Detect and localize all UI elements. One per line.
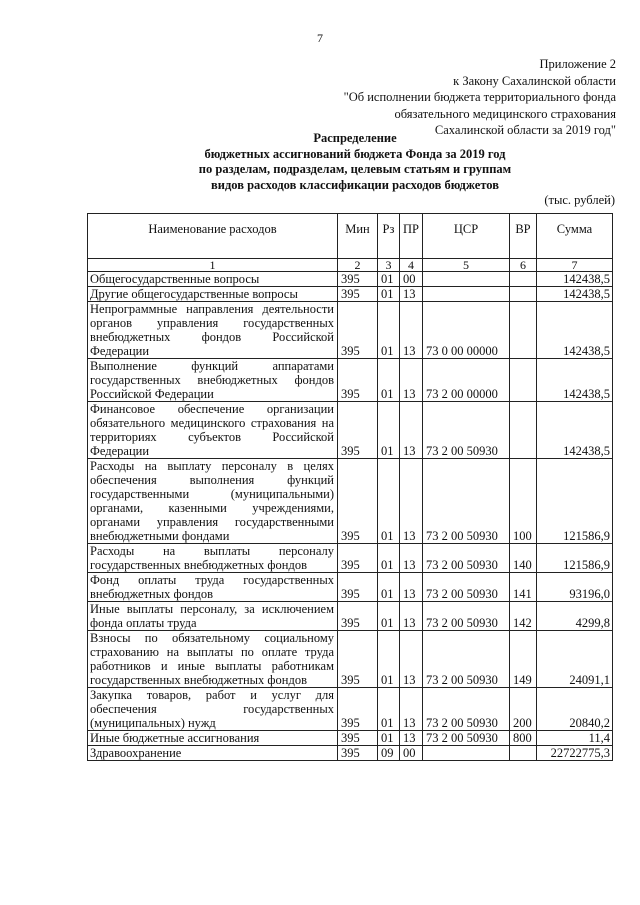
row-pr: 13 xyxy=(400,544,423,573)
row-rz: 01 xyxy=(378,573,400,602)
row-rz: 01 xyxy=(378,688,400,731)
row-pr: 13 xyxy=(400,402,423,459)
column-number: 7 xyxy=(537,259,613,272)
table-row xyxy=(88,602,613,631)
row-pr: 13 xyxy=(400,573,423,602)
row-name: Расходы на выплату персоналу в целях обеспечения выполнения функций государственными (муниципальными) органами, казенными учреждениями, органами управления государственными внебюджетными фондами xyxy=(88,459,338,544)
column-number: 5 xyxy=(423,259,510,272)
row-csr: 73 2 00 50930 xyxy=(423,688,510,731)
row-sum: 11,4 xyxy=(537,731,613,746)
row-csr: 73 2 00 50930 xyxy=(423,602,510,631)
row-min: 395 xyxy=(338,731,378,746)
row-csr xyxy=(423,746,510,761)
row-sum: 24091,1 xyxy=(537,631,613,688)
row-vr xyxy=(510,359,537,402)
row-min: 395 xyxy=(338,631,378,688)
row-rz: 01 xyxy=(378,302,400,359)
row-csr: 73 0 00 00000 xyxy=(423,302,510,359)
row-min: 395 xyxy=(338,359,378,402)
row-vr xyxy=(510,302,537,359)
row-vr: 142 xyxy=(510,602,537,631)
row-rz: 01 xyxy=(378,631,400,688)
row-rz: 01 xyxy=(378,272,400,287)
row-name: Иные бюджетные ассигнования xyxy=(88,731,338,746)
row-sum: 142438,5 xyxy=(537,302,613,359)
row-name: Непрограммные направления деятельности органов управления государственных внебюджетных фондов Российской Федерации xyxy=(88,302,338,359)
row-csr: 73 2 00 50930 xyxy=(423,631,510,688)
row-rz: 01 xyxy=(378,544,400,573)
table-row xyxy=(88,544,613,573)
document-title xyxy=(160,131,550,193)
row-csr: 73 2 00 50930 xyxy=(423,402,510,459)
appendix-line-3: "Об исполнении бюджета территориального фонда xyxy=(343,90,616,104)
column-number: 3 xyxy=(378,259,400,272)
table-row xyxy=(88,731,613,746)
header-csr: ЦСР xyxy=(423,214,510,259)
title-line-3: по разделам, подразделам, целевым статьям и группам xyxy=(198,162,512,176)
row-vr xyxy=(510,287,537,302)
row-sum: 142438,5 xyxy=(537,359,613,402)
header-min: Мин xyxy=(338,214,378,259)
row-vr xyxy=(510,746,537,761)
row-name: Выполнение функций аппаратами государственных внебюджетных фондов Российской Федерации xyxy=(88,359,338,402)
row-pr: 13 xyxy=(400,602,423,631)
appendix-line-4: обязательного медицинского страхования xyxy=(394,106,616,121)
row-sum: 121586,9 xyxy=(537,459,613,544)
title-line-2: бюджетных ассигнований бюджета Фонда за 2019 год xyxy=(204,146,506,161)
column-number-row xyxy=(88,259,613,272)
row-rz: 01 xyxy=(378,731,400,746)
row-name: Иные выплаты персоналу, за исключением фонда оплаты труда xyxy=(88,602,338,631)
row-pr: 13 xyxy=(400,688,423,731)
row-rz: 09 xyxy=(378,746,400,761)
row-vr: 149 xyxy=(510,631,537,688)
header-sum: Сумма xyxy=(537,214,613,259)
row-pr: 00 xyxy=(400,272,423,287)
appendix-line-2: к Закону Сахалинской области xyxy=(453,73,616,88)
table-row xyxy=(88,287,613,302)
header-name: Наименование расходов xyxy=(88,214,338,259)
row-sum: 142438,5 xyxy=(537,272,613,287)
row-name: Другие общегосударственные вопросы xyxy=(88,287,338,302)
page-number: 7 xyxy=(317,31,323,45)
appendix-caption xyxy=(286,56,616,139)
column-number: 2 xyxy=(338,259,378,272)
row-name: Здравоохранение xyxy=(88,746,338,761)
budget-table xyxy=(87,213,613,761)
row-name: Взносы по обязательному социальному страхованию на выплаты по оплате труда работников и иные выплаты работникам государственных внебюджетных фондов xyxy=(88,631,338,688)
row-name: Закупка товаров, работ и услуг для обеспечения государственных (муниципальных) нужд xyxy=(88,688,338,731)
row-sum: 142438,5 xyxy=(537,287,613,302)
table-header-row xyxy=(88,214,613,259)
row-min: 395 xyxy=(338,402,378,459)
table-row xyxy=(88,688,613,731)
row-min: 395 xyxy=(338,746,378,761)
row-pr: 13 xyxy=(400,287,423,302)
units-label: (тыс. рублей) xyxy=(544,193,615,207)
row-csr: 73 2 00 50930 xyxy=(423,731,510,746)
row-pr: 13 xyxy=(400,731,423,746)
row-name: Финансовое обеспечение организации обязательного медицинского страхования на территориях субъектов Российской Федерации xyxy=(88,402,338,459)
row-rz: 01 xyxy=(378,359,400,402)
row-sum: 142438,5 xyxy=(537,402,613,459)
row-min: 395 xyxy=(338,272,378,287)
row-sum: 93196,0 xyxy=(537,573,613,602)
row-sum: 20840,2 xyxy=(537,688,613,731)
title-line-4: видов расходов классификации расходов бюджетов xyxy=(211,177,499,192)
row-pr: 13 xyxy=(400,302,423,359)
header-rz: Рз xyxy=(378,214,400,259)
row-csr xyxy=(423,272,510,287)
table-row xyxy=(88,573,613,602)
row-csr: 73 2 00 50930 xyxy=(423,573,510,602)
table-body xyxy=(88,272,613,761)
row-pr: 13 xyxy=(400,631,423,688)
row-name: Общегосударственные вопросы xyxy=(88,272,338,287)
row-vr: 100 xyxy=(510,459,537,544)
row-name: Расходы на выплаты персоналу государственных внебюджетных фондов xyxy=(88,544,338,573)
row-vr: 800 xyxy=(510,731,537,746)
row-vr xyxy=(510,272,537,287)
row-rz: 01 xyxy=(378,602,400,631)
row-pr: 13 xyxy=(400,359,423,402)
appendix-line-5: Сахалинской области за 2019 год" xyxy=(434,123,616,137)
table-row xyxy=(88,746,613,761)
title-line-1: Распределение xyxy=(313,131,397,145)
row-min: 395 xyxy=(338,459,378,544)
header-vr: ВР xyxy=(510,214,537,259)
row-sum: 22722775,3 xyxy=(537,746,613,761)
row-name: Фонд оплаты труда государственных внебюджетных фондов xyxy=(88,573,338,602)
row-csr: 73 2 00 50930 xyxy=(423,544,510,573)
table-row xyxy=(88,402,613,459)
row-min: 395 xyxy=(338,688,378,731)
table-row xyxy=(88,359,613,402)
row-pr: 00 xyxy=(400,746,423,761)
row-pr: 13 xyxy=(400,459,423,544)
column-number: 6 xyxy=(510,259,537,272)
row-vr: 200 xyxy=(510,688,537,731)
header-pr: ПР xyxy=(400,214,423,259)
column-number: 4 xyxy=(400,259,423,272)
row-rz: 01 xyxy=(378,287,400,302)
appendix-line-1: Приложение 2 xyxy=(539,57,616,71)
row-min: 395 xyxy=(338,302,378,359)
row-min: 395 xyxy=(338,573,378,602)
row-rz: 01 xyxy=(378,402,400,459)
row-vr xyxy=(510,402,537,459)
table-row xyxy=(88,302,613,359)
row-vr: 141 xyxy=(510,573,537,602)
table-row xyxy=(88,631,613,688)
row-min: 395 xyxy=(338,544,378,573)
row-min: 395 xyxy=(338,602,378,631)
row-sum: 4299,8 xyxy=(537,602,613,631)
row-csr: 73 2 00 50930 xyxy=(423,459,510,544)
table-row xyxy=(88,459,613,544)
row-vr: 140 xyxy=(510,544,537,573)
table-row xyxy=(88,272,613,287)
row-csr: 73 2 00 00000 xyxy=(423,359,510,402)
row-sum: 121586,9 xyxy=(537,544,613,573)
row-csr xyxy=(423,287,510,302)
column-number: 1 xyxy=(88,259,338,272)
row-min: 395 xyxy=(338,287,378,302)
row-rz: 01 xyxy=(378,459,400,544)
